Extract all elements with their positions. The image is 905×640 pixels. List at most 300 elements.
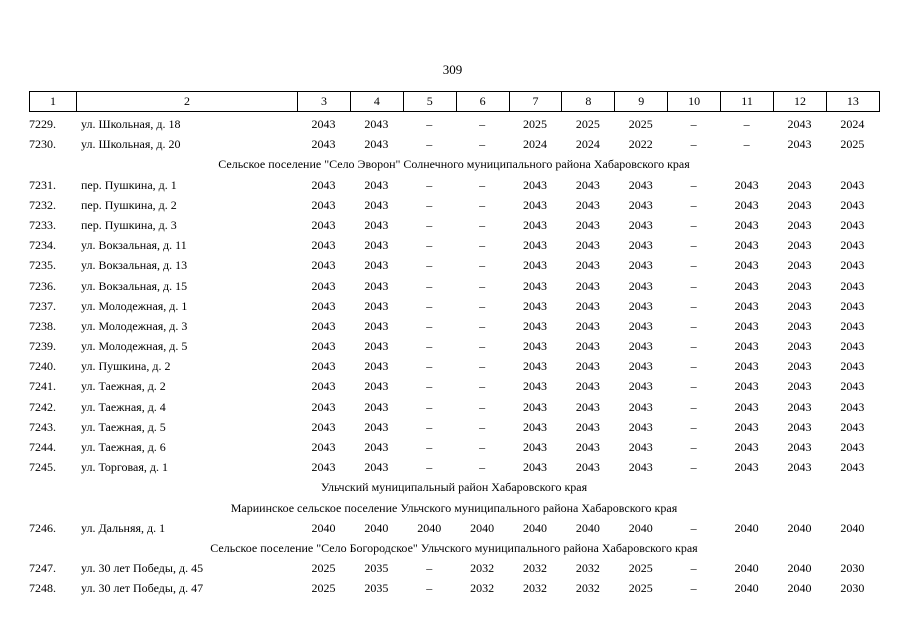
year-col-13: 2040	[840, 520, 865, 535]
year-col-9: 2022	[628, 137, 653, 152]
column-header-row	[30, 92, 880, 112]
year-col-13: 2043	[840, 359, 865, 374]
year-col-7: 2043	[523, 460, 547, 475]
row-number: 7236.	[29, 278, 56, 293]
year-col-4: 2043	[364, 217, 389, 232]
row-number: 7235.	[29, 258, 56, 273]
table-row	[29, 376, 879, 396]
year-col-6: –	[479, 217, 486, 232]
row-number: 7231.	[29, 177, 56, 192]
year-col-13: 2025	[840, 137, 865, 152]
address: ул. Таежная, д. 4	[81, 399, 166, 414]
row-number: 7241.	[29, 379, 56, 394]
year-col-7: 2043	[523, 379, 547, 394]
column-header: 10	[668, 92, 721, 112]
row-number: 7242.	[29, 399, 56, 414]
year-col-10: –	[690, 460, 697, 475]
year-col-3: 2043	[311, 339, 336, 354]
year-col-7: 2043	[523, 399, 547, 414]
year-col-4: 2043	[364, 359, 389, 374]
year-col-6: 2032	[470, 581, 495, 596]
row-number: 7247.	[29, 561, 56, 576]
address: ул. Вокзальная, д. 15	[81, 278, 188, 293]
year-col-7: 2043	[523, 278, 547, 293]
column-header: 1	[30, 92, 77, 112]
year-col-11: 2040	[734, 581, 759, 596]
year-col-9: 2043	[628, 278, 653, 293]
year-col-10: –	[690, 581, 697, 596]
year-col-10: –	[690, 379, 697, 394]
year-col-9: 2043	[628, 258, 653, 273]
table-row	[29, 578, 879, 598]
year-col-7: 2043	[523, 177, 547, 192]
address: ул. Дальняя, д. 1	[81, 520, 166, 535]
column-header-table	[29, 91, 880, 112]
year-col-11: 2043	[734, 298, 759, 313]
year-col-11: 2043	[734, 440, 759, 454]
year-col-10: –	[690, 339, 697, 354]
year-col-6: –	[479, 197, 486, 212]
row-number: 7246.	[29, 520, 56, 535]
year-col-7: 2043	[523, 197, 547, 212]
year-col-9: 2043	[628, 399, 653, 414]
address: ул. Молодежная, д. 1	[81, 298, 188, 313]
table-row	[29, 457, 879, 477]
year-col-10: –	[690, 117, 697, 131]
year-col-6: –	[479, 117, 486, 131]
year-col-5: –	[426, 581, 433, 596]
year-col-10: –	[690, 318, 697, 333]
year-col-3: 2043	[311, 197, 336, 212]
year-col-9: 2043	[628, 197, 653, 212]
year-col-8: 2043	[575, 339, 600, 354]
column-header: 9	[615, 92, 668, 112]
year-col-9: 2043	[628, 440, 653, 454]
year-col-12: 2043	[787, 278, 812, 293]
address: ул. Таежная, д. 5	[81, 419, 166, 434]
year-col-7: 2024	[523, 137, 547, 152]
column-header: 2	[77, 92, 298, 112]
year-col-12: 2043	[787, 379, 812, 394]
year-col-6: 2040	[470, 520, 495, 535]
table-row	[29, 175, 879, 195]
address: пер. Пушкина, д. 2	[81, 197, 177, 212]
year-col-3: 2043	[311, 137, 336, 152]
year-col-10: –	[690, 520, 697, 535]
table-row	[29, 336, 879, 356]
year-col-5: –	[426, 117, 433, 131]
year-col-9: 2043	[628, 359, 653, 374]
year-col-7: 2043	[523, 419, 547, 434]
year-col-11: –	[743, 137, 750, 152]
row-number: 7237.	[29, 298, 56, 313]
row-number: 7238.	[29, 318, 56, 333]
year-col-6: 2032	[470, 561, 495, 576]
year-col-9: 2025	[628, 117, 653, 131]
table-row	[29, 276, 879, 296]
column-header: 8	[562, 92, 615, 112]
year-col-12: 2043	[787, 399, 812, 414]
year-col-5: –	[426, 197, 433, 212]
year-col-12: 2040	[787, 561, 812, 576]
year-col-12: 2043	[787, 440, 812, 454]
year-col-9: 2043	[628, 318, 653, 333]
table-row	[29, 397, 879, 417]
year-col-8: 2024	[575, 137, 600, 152]
year-col-7: 2032	[523, 561, 547, 576]
address: пер. Пушкина, д. 1	[81, 177, 177, 192]
year-col-3: 2043	[311, 359, 336, 374]
year-col-5: –	[426, 339, 433, 354]
year-col-4: 2043	[364, 238, 389, 253]
row-number: 7233.	[29, 217, 56, 232]
section-heading: Сельское поселение "Село Эворон" Солнечного муниципального района Хабаровского края	[218, 157, 690, 172]
year-col-8: 2040	[575, 520, 600, 535]
year-col-5: –	[426, 217, 433, 232]
column-header: 13	[826, 92, 879, 112]
year-col-13: 2043	[840, 318, 865, 333]
year-col-8: 2025	[575, 117, 600, 131]
year-col-6: –	[479, 419, 486, 434]
year-col-6: –	[479, 258, 486, 273]
year-col-9: 2043	[628, 419, 653, 434]
year-col-7: 2040	[523, 520, 547, 535]
year-col-11: –	[743, 117, 750, 131]
year-col-10: –	[690, 419, 697, 434]
year-col-7: 2043	[523, 440, 547, 454]
year-col-13: 2043	[840, 440, 865, 454]
year-col-6: –	[479, 298, 486, 313]
year-col-5: 2040	[417, 520, 442, 535]
year-col-10: –	[690, 440, 697, 454]
year-col-11: 2040	[734, 520, 759, 535]
year-col-4: 2040	[364, 520, 389, 535]
year-col-12: 2043	[787, 419, 812, 434]
year-col-8: 2043	[575, 440, 600, 454]
year-col-4: 2043	[364, 318, 389, 333]
year-col-6: –	[479, 238, 486, 253]
year-col-4: 2035	[364, 561, 389, 576]
year-col-11: 2043	[734, 379, 759, 394]
page-number: 309	[442, 62, 463, 77]
year-col-6: –	[479, 137, 486, 152]
year-col-10: –	[690, 561, 697, 576]
year-col-7: 2032	[523, 581, 547, 596]
year-col-8: 2043	[575, 359, 600, 374]
year-col-13: 2043	[840, 197, 865, 212]
year-col-5: –	[426, 399, 433, 414]
year-col-11: 2043	[734, 197, 759, 212]
year-col-12: 2043	[787, 460, 812, 475]
year-col-4: 2043	[364, 379, 389, 394]
year-col-11: 2043	[734, 238, 759, 253]
row-number: 7232.	[29, 197, 56, 212]
row-number: 7239.	[29, 339, 56, 354]
year-col-10: –	[690, 137, 697, 152]
year-col-12: 2043	[787, 137, 812, 152]
year-col-8: 2043	[575, 399, 600, 414]
year-col-4: 2043	[364, 460, 389, 475]
year-col-10: –	[690, 238, 697, 253]
year-col-10: –	[690, 399, 697, 414]
year-col-3: 2043	[311, 399, 336, 414]
year-col-5: –	[426, 460, 433, 475]
year-col-5: –	[426, 238, 433, 253]
year-col-7: 2043	[523, 238, 547, 253]
table-row	[29, 417, 879, 437]
year-col-12: 2043	[787, 298, 812, 313]
address: ул. Пушкина, д. 2	[81, 359, 171, 374]
year-col-13: 2043	[840, 460, 865, 475]
year-col-4: 2043	[364, 137, 389, 152]
year-col-4: 2043	[364, 278, 389, 293]
year-col-5: –	[426, 561, 433, 576]
column-header: 11	[721, 92, 774, 112]
row-number: 7229.	[29, 117, 56, 131]
year-col-7: 2043	[523, 359, 547, 374]
address: ул. 30 лет Победы, д. 45	[81, 561, 204, 576]
year-col-10: –	[690, 359, 697, 374]
row-number: 7240.	[29, 359, 56, 374]
year-col-7: 2043	[523, 298, 547, 313]
table-row	[29, 316, 879, 336]
year-col-8: 2043	[575, 419, 600, 434]
year-col-4: 2043	[364, 419, 389, 434]
year-col-4: 2043	[364, 399, 389, 414]
year-col-10: –	[690, 217, 697, 232]
year-col-11: 2043	[734, 399, 759, 414]
year-col-5: –	[426, 379, 433, 394]
table-row	[29, 255, 879, 275]
year-col-4: 2043	[364, 177, 389, 192]
year-col-11: 2043	[734, 258, 759, 273]
year-col-11: 2043	[734, 339, 759, 354]
year-col-8: 2043	[575, 238, 600, 253]
year-col-3: 2043	[311, 379, 336, 394]
table-row	[29, 114, 879, 134]
year-col-13: 2043	[840, 238, 865, 253]
year-col-3: 2043	[311, 318, 336, 333]
year-col-8: 2043	[575, 197, 600, 212]
year-col-13: 2043	[840, 278, 865, 293]
year-col-9: 2040	[628, 520, 653, 535]
table-row	[29, 558, 879, 578]
row-number: 7230.	[29, 137, 56, 152]
column-header: 5	[403, 92, 456, 112]
year-col-5: –	[426, 298, 433, 313]
year-col-9: 2025	[628, 561, 653, 576]
year-col-9: 2025	[628, 581, 653, 596]
year-col-11: 2043	[734, 419, 759, 434]
year-col-3: 2043	[311, 177, 336, 192]
year-col-3: 2043	[311, 117, 336, 131]
year-col-3: 2043	[311, 298, 336, 313]
year-col-8: 2043	[575, 217, 600, 232]
year-col-7: 2043	[523, 339, 547, 354]
table-body	[29, 114, 879, 599]
year-col-3: 2025	[311, 561, 336, 576]
year-col-6: –	[479, 460, 486, 475]
year-col-3: 2043	[311, 217, 336, 232]
year-col-8: 2043	[575, 379, 600, 394]
year-col-10: –	[690, 278, 697, 293]
year-col-6: –	[479, 399, 486, 414]
year-col-5: –	[426, 258, 433, 273]
year-col-8: 2043	[575, 258, 600, 273]
year-col-5: –	[426, 137, 433, 152]
year-col-6: –	[479, 318, 486, 333]
year-col-12: 2043	[787, 217, 812, 232]
year-col-10: –	[690, 298, 697, 313]
section-heading: Мариинское сельское поселение Ульчского муниципального района Хабаровского края	[230, 500, 678, 515]
year-col-8: 2043	[575, 298, 600, 313]
year-col-8: 2032	[575, 581, 600, 596]
column-header: 12	[774, 92, 827, 112]
year-col-11: 2043	[734, 318, 759, 333]
address: ул. Молодежная, д. 5	[81, 339, 188, 354]
year-col-3: 2043	[311, 460, 336, 475]
year-col-12: 2043	[787, 177, 812, 192]
year-col-8: 2043	[575, 460, 600, 475]
year-col-9: 2043	[628, 460, 653, 475]
year-col-4: 2043	[364, 197, 389, 212]
year-col-10: –	[690, 197, 697, 212]
address: ул. Вокзальная, д. 11	[81, 238, 187, 253]
year-col-5: –	[426, 359, 433, 374]
column-header: 6	[456, 92, 509, 112]
year-col-5: –	[426, 318, 433, 333]
address: ул. Таежная, д. 6	[81, 440, 166, 454]
year-col-6: –	[479, 379, 486, 394]
address: пер. Пушкина, д. 3	[81, 217, 177, 232]
year-col-5: –	[426, 278, 433, 293]
year-col-5: –	[426, 177, 433, 192]
table-row	[29, 195, 879, 215]
year-col-6: –	[479, 278, 486, 293]
year-col-9: 2043	[628, 339, 653, 354]
column-header: 3	[298, 92, 351, 112]
year-col-9: 2043	[628, 238, 653, 253]
year-col-8: 2032	[575, 561, 600, 576]
year-col-11: 2040	[734, 561, 759, 576]
year-col-9: 2043	[628, 379, 653, 394]
year-col-3: 2043	[311, 440, 336, 454]
year-col-11: 2043	[734, 177, 759, 192]
year-col-13: 2024	[840, 117, 865, 131]
year-col-6: –	[479, 177, 486, 192]
table-row	[29, 518, 879, 538]
address: ул. Школьная, д. 20	[81, 137, 181, 152]
row-number: 7234.	[29, 238, 56, 253]
year-col-6: –	[479, 359, 486, 374]
year-col-12: 2043	[787, 339, 812, 354]
table-row	[29, 134, 879, 154]
year-col-10: –	[690, 258, 697, 273]
year-col-13: 2043	[840, 419, 865, 434]
table-row	[29, 296, 879, 316]
address: ул. Таежная, д. 2	[81, 379, 166, 394]
year-col-3: 2043	[311, 278, 336, 293]
year-col-6: –	[479, 339, 486, 354]
year-col-13: 2043	[840, 258, 865, 273]
year-col-3: 2043	[311, 419, 336, 434]
year-col-12: 2043	[787, 117, 812, 131]
table-row	[29, 437, 879, 457]
row-number: 7248.	[29, 581, 56, 596]
table-row	[29, 215, 879, 235]
year-col-13: 2030	[840, 561, 865, 576]
year-col-11: 2043	[734, 460, 759, 475]
year-col-12: 2040	[787, 520, 812, 535]
year-col-4: 2043	[364, 117, 389, 131]
year-col-13: 2043	[840, 217, 865, 232]
year-col-5: –	[426, 419, 433, 434]
year-col-9: 2043	[628, 217, 653, 232]
year-col-12: 2043	[787, 258, 812, 273]
year-col-13: 2043	[840, 298, 865, 313]
year-col-3: 2043	[311, 238, 336, 253]
year-col-12: 2043	[787, 197, 812, 212]
address: ул. Торговая, д. 1	[81, 460, 168, 475]
column-header: 4	[350, 92, 403, 112]
address: ул. Вокзальная, д. 13	[81, 258, 188, 273]
year-col-8: 2043	[575, 177, 600, 192]
section-heading: Сельское поселение "Село Богородское" Ульчского муниципального района Хабаровского края	[210, 540, 698, 555]
year-col-3: 2040	[311, 520, 336, 535]
year-col-7: 2043	[523, 217, 547, 232]
year-col-13: 2043	[840, 379, 865, 394]
year-col-13: 2043	[840, 339, 865, 354]
year-col-4: 2043	[364, 440, 389, 454]
year-col-13: 2030	[840, 581, 865, 596]
year-col-5: –	[426, 440, 433, 454]
year-col-4: 2043	[364, 298, 389, 313]
year-col-12: 2043	[787, 318, 812, 333]
year-col-4: 2043	[364, 258, 389, 273]
row-number: 7244.	[29, 440, 56, 454]
year-col-8: 2043	[575, 278, 600, 293]
section-heading: Ульчский муниципальный район Хабаровского края	[320, 480, 588, 495]
year-col-6: –	[479, 440, 486, 454]
table-row	[29, 235, 879, 255]
address: ул. Молодежная, д. 3	[81, 318, 188, 333]
year-col-9: 2043	[628, 298, 653, 313]
year-col-13: 2043	[840, 399, 865, 414]
year-col-4: 2043	[364, 339, 389, 354]
address: ул. 30 лет Победы, д. 47	[81, 581, 204, 596]
year-col-7: 2025	[523, 117, 547, 131]
year-col-3: 2025	[311, 581, 336, 596]
row-number: 7245.	[29, 460, 56, 475]
year-col-4: 2035	[364, 581, 389, 596]
year-col-3: 2043	[311, 258, 336, 273]
year-col-9: 2043	[628, 177, 653, 192]
year-col-7: 2043	[523, 258, 547, 273]
year-col-13: 2043	[840, 177, 865, 192]
row-number: 7243.	[29, 419, 56, 434]
column-header: 7	[509, 92, 562, 112]
year-col-10: –	[690, 177, 697, 192]
year-col-12: 2043	[787, 238, 812, 253]
table-row	[29, 356, 879, 376]
year-col-11: 2043	[734, 217, 759, 232]
address: ул. Школьная, д. 18	[81, 117, 181, 131]
year-col-7: 2043	[523, 318, 547, 333]
year-col-12: 2043	[787, 359, 812, 374]
year-col-12: 2040	[787, 581, 812, 596]
year-col-11: 2043	[734, 359, 759, 374]
year-col-11: 2043	[734, 278, 759, 293]
